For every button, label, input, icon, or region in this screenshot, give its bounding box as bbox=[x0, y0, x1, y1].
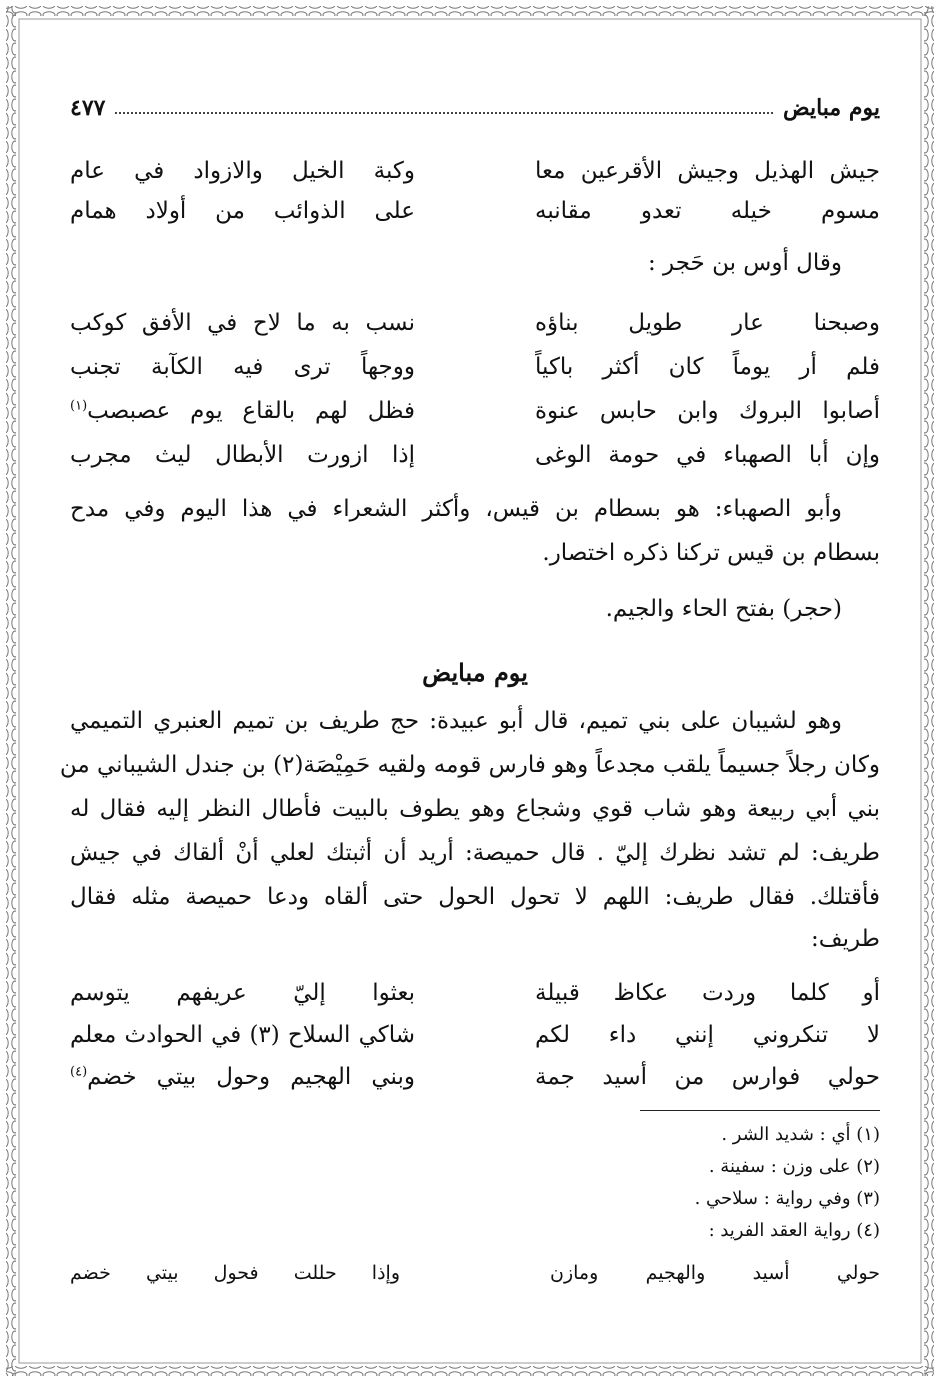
verse-line bbox=[70, 158, 880, 198]
footnote: (٣) وفي رواية : سلاحي . bbox=[694, 1188, 880, 1209]
paragraph-line: وهو لشيبان على بني تميم، قال أبو عبيدة: حج طريف بن تميم العنبري التميمي bbox=[70, 708, 842, 734]
footnote-marker: (١) bbox=[70, 398, 88, 414]
verse-hemistich-second: إذا ازورت الأبطال ليث مجرب bbox=[70, 442, 415, 468]
verse-text: فظل لهم بالقاع يوم عصبصب bbox=[87, 398, 415, 424]
verse-line bbox=[70, 980, 880, 1020]
footnote: (٢) على وزن : سفينة . bbox=[708, 1156, 880, 1177]
paragraph-line: طريف: لم تشد نظرك إليّ . قال حميصة: أريد أن أثبتك لعلي أنْ ألقاك في جيش bbox=[70, 840, 880, 866]
paragraph-line: فأقتلك. فقال طريف: اللهم لا تحول الحول حتى ألقاه ودعا حميصة مثله فقال bbox=[70, 884, 880, 910]
verse-hemistich-second: بعثوا إليّ عريفهم يتوسم bbox=[70, 980, 415, 1006]
verse-hemistich-first: لا تنكروني إنني داء لكم bbox=[535, 1022, 880, 1048]
paragraph-line: طريف: bbox=[811, 926, 880, 952]
page-header bbox=[70, 88, 880, 128]
verse-line bbox=[70, 310, 880, 350]
running-title: يوم مبايض bbox=[783, 95, 880, 121]
verse-line bbox=[70, 398, 880, 438]
verse-text: وبني الهجيم وحول بيتي خضم bbox=[87, 1064, 415, 1090]
footnote-verse bbox=[70, 1262, 880, 1292]
paragraph-line: بني أبي ربيعة وهو شاب قوي وشجاع وهو يطوف بالبيت فأطال النظر إليه فقال له bbox=[70, 796, 880, 822]
verse-hemistich-first: فلم أر يوماً كان أكثر باكياً bbox=[535, 354, 880, 380]
paragraph-line: وأبو الصهباء: هو بسطام بن قيس، وأكثر الشعراء في هذا اليوم وفي مدح bbox=[70, 496, 842, 522]
page-content bbox=[59, 60, 880, 1350]
verse-line bbox=[70, 198, 880, 238]
section-heading: يوم مبايض bbox=[422, 658, 528, 687]
paragraph-line: بسطام بن قيس تركنا ذكره اختصار. bbox=[542, 540, 880, 566]
verse-hemistich-second: على الذوائب من أولاد همام bbox=[70, 198, 415, 224]
footnote: (٤) رواية العقد الفريد : bbox=[708, 1220, 880, 1241]
verse-hemistich-first: جيش الهذيل وجيش الأقرعين معا bbox=[535, 158, 880, 184]
verse-line bbox=[70, 442, 880, 482]
footnote: (١) أي : شديد الشر . bbox=[721, 1124, 880, 1145]
verse-hemistich-second: شاكي السلاح (٣) في الحوادث معلم bbox=[70, 1022, 415, 1048]
verse-hemistich-second bbox=[70, 1064, 415, 1090]
footnote-marker: (٤) bbox=[70, 1064, 88, 1080]
verse-line bbox=[70, 354, 880, 394]
verse-hemistich-first: وإن أبا الصهباء في حومة الوغى bbox=[535, 442, 880, 468]
verse-line bbox=[70, 1022, 880, 1062]
header-dotted-leader bbox=[115, 112, 773, 114]
verse-hemistich-second: وكبة الخيل والازواد في عام bbox=[70, 158, 415, 184]
verse-hemistich-first: أصابوا البروك وابن حابس عنوة bbox=[535, 398, 880, 424]
verse-hemistich-first: حولي فوارس من أسيد جمة bbox=[535, 1064, 880, 1090]
paragraph-line: (حجر) بفتح الحاء والجيم. bbox=[605, 596, 842, 622]
page-number: ٤٧٧ bbox=[70, 95, 106, 121]
verse-hemistich-first: حولي أسيد والهجيم ومازن bbox=[550, 1262, 880, 1284]
verse-hemistich-first: مسوم خيله تعدو مقانبه bbox=[535, 198, 880, 224]
verse-hemistich-second: وإذا حللت فحول بيتي خضم bbox=[70, 1262, 400, 1284]
verse-hemistich-first: أو كلما وردت عكاظ قبيلة bbox=[535, 980, 880, 1006]
verse-hemistich-second: نسب به ما لاح في الأفق كوكب bbox=[70, 310, 415, 336]
verse-hemistich-second bbox=[70, 398, 415, 424]
verse-hemistich-first: وصبحنا عار طويل بناؤه bbox=[535, 310, 880, 336]
footnote-separator bbox=[640, 1110, 880, 1111]
paragraph-line: وكان رجلاً جسيماً يلقب مجدعاً وهو فارس قومه ولقيه حَمِيْصَة(٢) بن جندل الشيباني من bbox=[59, 752, 880, 778]
verse-line bbox=[70, 1064, 880, 1104]
verse-hemistich-second: ووجهاً ترى فيه الكآبة تجنب bbox=[70, 354, 415, 380]
verse-introduction: وقال أوس بن حَجر : bbox=[647, 250, 842, 276]
